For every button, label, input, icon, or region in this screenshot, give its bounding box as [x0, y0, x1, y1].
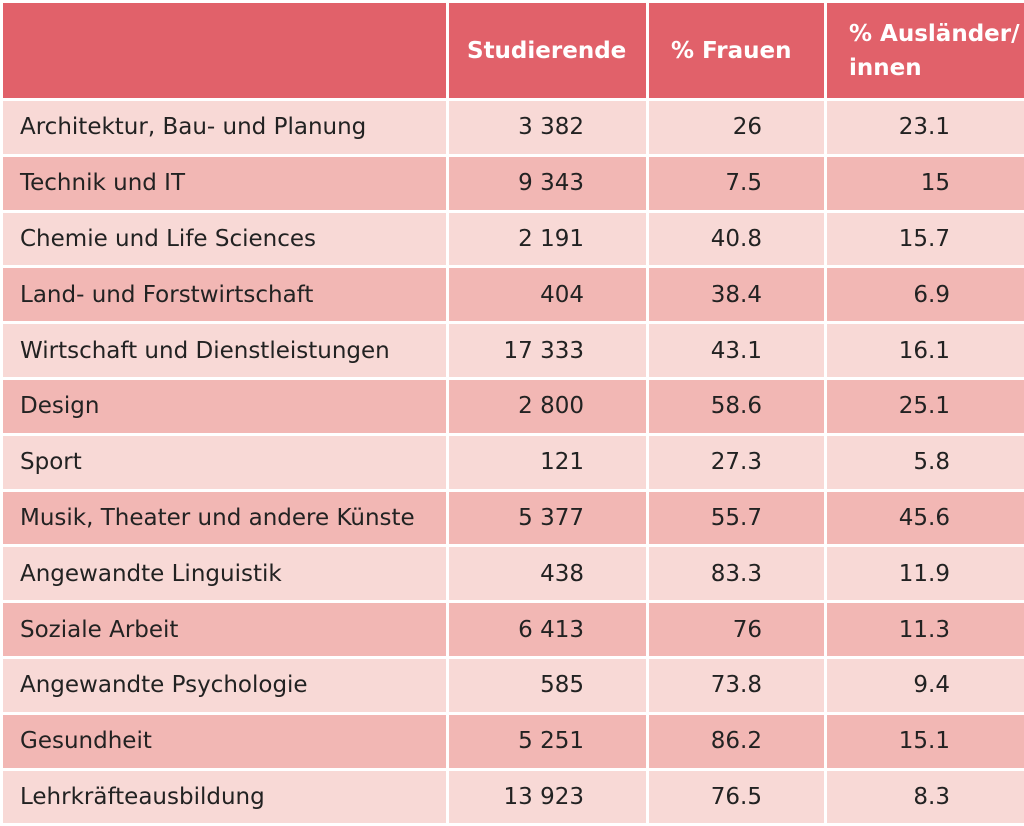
- header-studierende: Studierende: [448, 2, 648, 100]
- cell-auslaender: 9.4: [826, 657, 1024, 713]
- cell-frauen: 83.3: [648, 546, 826, 602]
- cell-field: Design: [2, 378, 448, 434]
- cell-auslaender: 11.3: [826, 602, 1024, 658]
- table-row: [2, 323, 1024, 379]
- cell-field: Sport: [2, 434, 448, 490]
- cell-frauen: 86.2: [648, 713, 826, 769]
- table-row: [2, 769, 1024, 825]
- table-row: [2, 657, 1024, 713]
- cell-studierende: 5 377: [448, 490, 648, 546]
- cell-auslaender: 15.7: [826, 211, 1024, 267]
- cell-field: Musik, Theater und andere Künste: [2, 490, 448, 546]
- table-row: [2, 434, 1024, 490]
- cell-field: Angewandte Psychologie: [2, 657, 448, 713]
- cell-auslaender: 6.9: [826, 267, 1024, 323]
- cell-studierende: 585: [448, 657, 648, 713]
- cell-studierende: 404: [448, 267, 648, 323]
- cell-frauen: 76: [648, 602, 826, 658]
- table-row: [2, 100, 1024, 156]
- cell-auslaender: 45.6: [826, 490, 1024, 546]
- cell-studierende: 17 333: [448, 323, 648, 379]
- table-row: [2, 211, 1024, 267]
- cell-auslaender: 15.1: [826, 713, 1024, 769]
- cell-field: Soziale Arbeit: [2, 602, 448, 658]
- table-row: [2, 155, 1024, 211]
- cell-field: Chemie und Life Sciences: [2, 211, 448, 267]
- cell-field: Land- und Forstwirtschaft: [2, 267, 448, 323]
- cell-auslaender: 23.1: [826, 100, 1024, 156]
- cell-frauen: 55.7: [648, 490, 826, 546]
- table-row: [2, 378, 1024, 434]
- cell-studierende: 6 413: [448, 602, 648, 658]
- header-row: [2, 2, 1024, 100]
- cell-frauen: 40.8: [648, 211, 826, 267]
- cell-auslaender: 11.9: [826, 546, 1024, 602]
- cell-field: Angewandte Linguistik: [2, 546, 448, 602]
- cell-auslaender: 25.1: [826, 378, 1024, 434]
- cell-field: Technik und IT: [2, 155, 448, 211]
- header-frauen: % Frauen: [648, 2, 826, 100]
- cell-frauen: 73.8: [648, 657, 826, 713]
- cell-auslaender: 8.3: [826, 769, 1024, 825]
- cell-studierende: 3 382: [448, 100, 648, 156]
- cell-studierende: 13 923: [448, 769, 648, 825]
- cell-frauen: 58.6: [648, 378, 826, 434]
- cell-frauen: 26: [648, 100, 826, 156]
- header-field: [2, 2, 448, 100]
- cell-field: Architektur, Bau- und Planung: [2, 100, 448, 156]
- cell-frauen: 7.5: [648, 155, 826, 211]
- cell-field: Lehrkräfteausbildung: [2, 769, 448, 825]
- cell-studierende: 2 191: [448, 211, 648, 267]
- cell-studierende: 2 800: [448, 378, 648, 434]
- cell-studierende: 9 343: [448, 155, 648, 211]
- table-row: [2, 490, 1024, 546]
- table-row: [2, 713, 1024, 769]
- cell-studierende: 438: [448, 546, 648, 602]
- table-row: [2, 267, 1024, 323]
- cell-frauen: 38.4: [648, 267, 826, 323]
- cell-field: Wirtschaft und Dienstleistungen: [2, 323, 448, 379]
- cell-auslaender: 16.1: [826, 323, 1024, 379]
- table-row: [2, 602, 1024, 658]
- cell-frauen: 43.1: [648, 323, 826, 379]
- cell-frauen: 27.3: [648, 434, 826, 490]
- header-auslaender: % Ausländer/ innen: [826, 2, 1024, 100]
- cell-auslaender: 15: [826, 155, 1024, 211]
- cell-auslaender: 5.8: [826, 434, 1024, 490]
- cell-studierende: 121: [448, 434, 648, 490]
- cell-studierende: 5 251: [448, 713, 648, 769]
- table-row: [2, 546, 1024, 602]
- cell-field: Gesundheit: [2, 713, 448, 769]
- cell-frauen: 76.5: [648, 769, 826, 825]
